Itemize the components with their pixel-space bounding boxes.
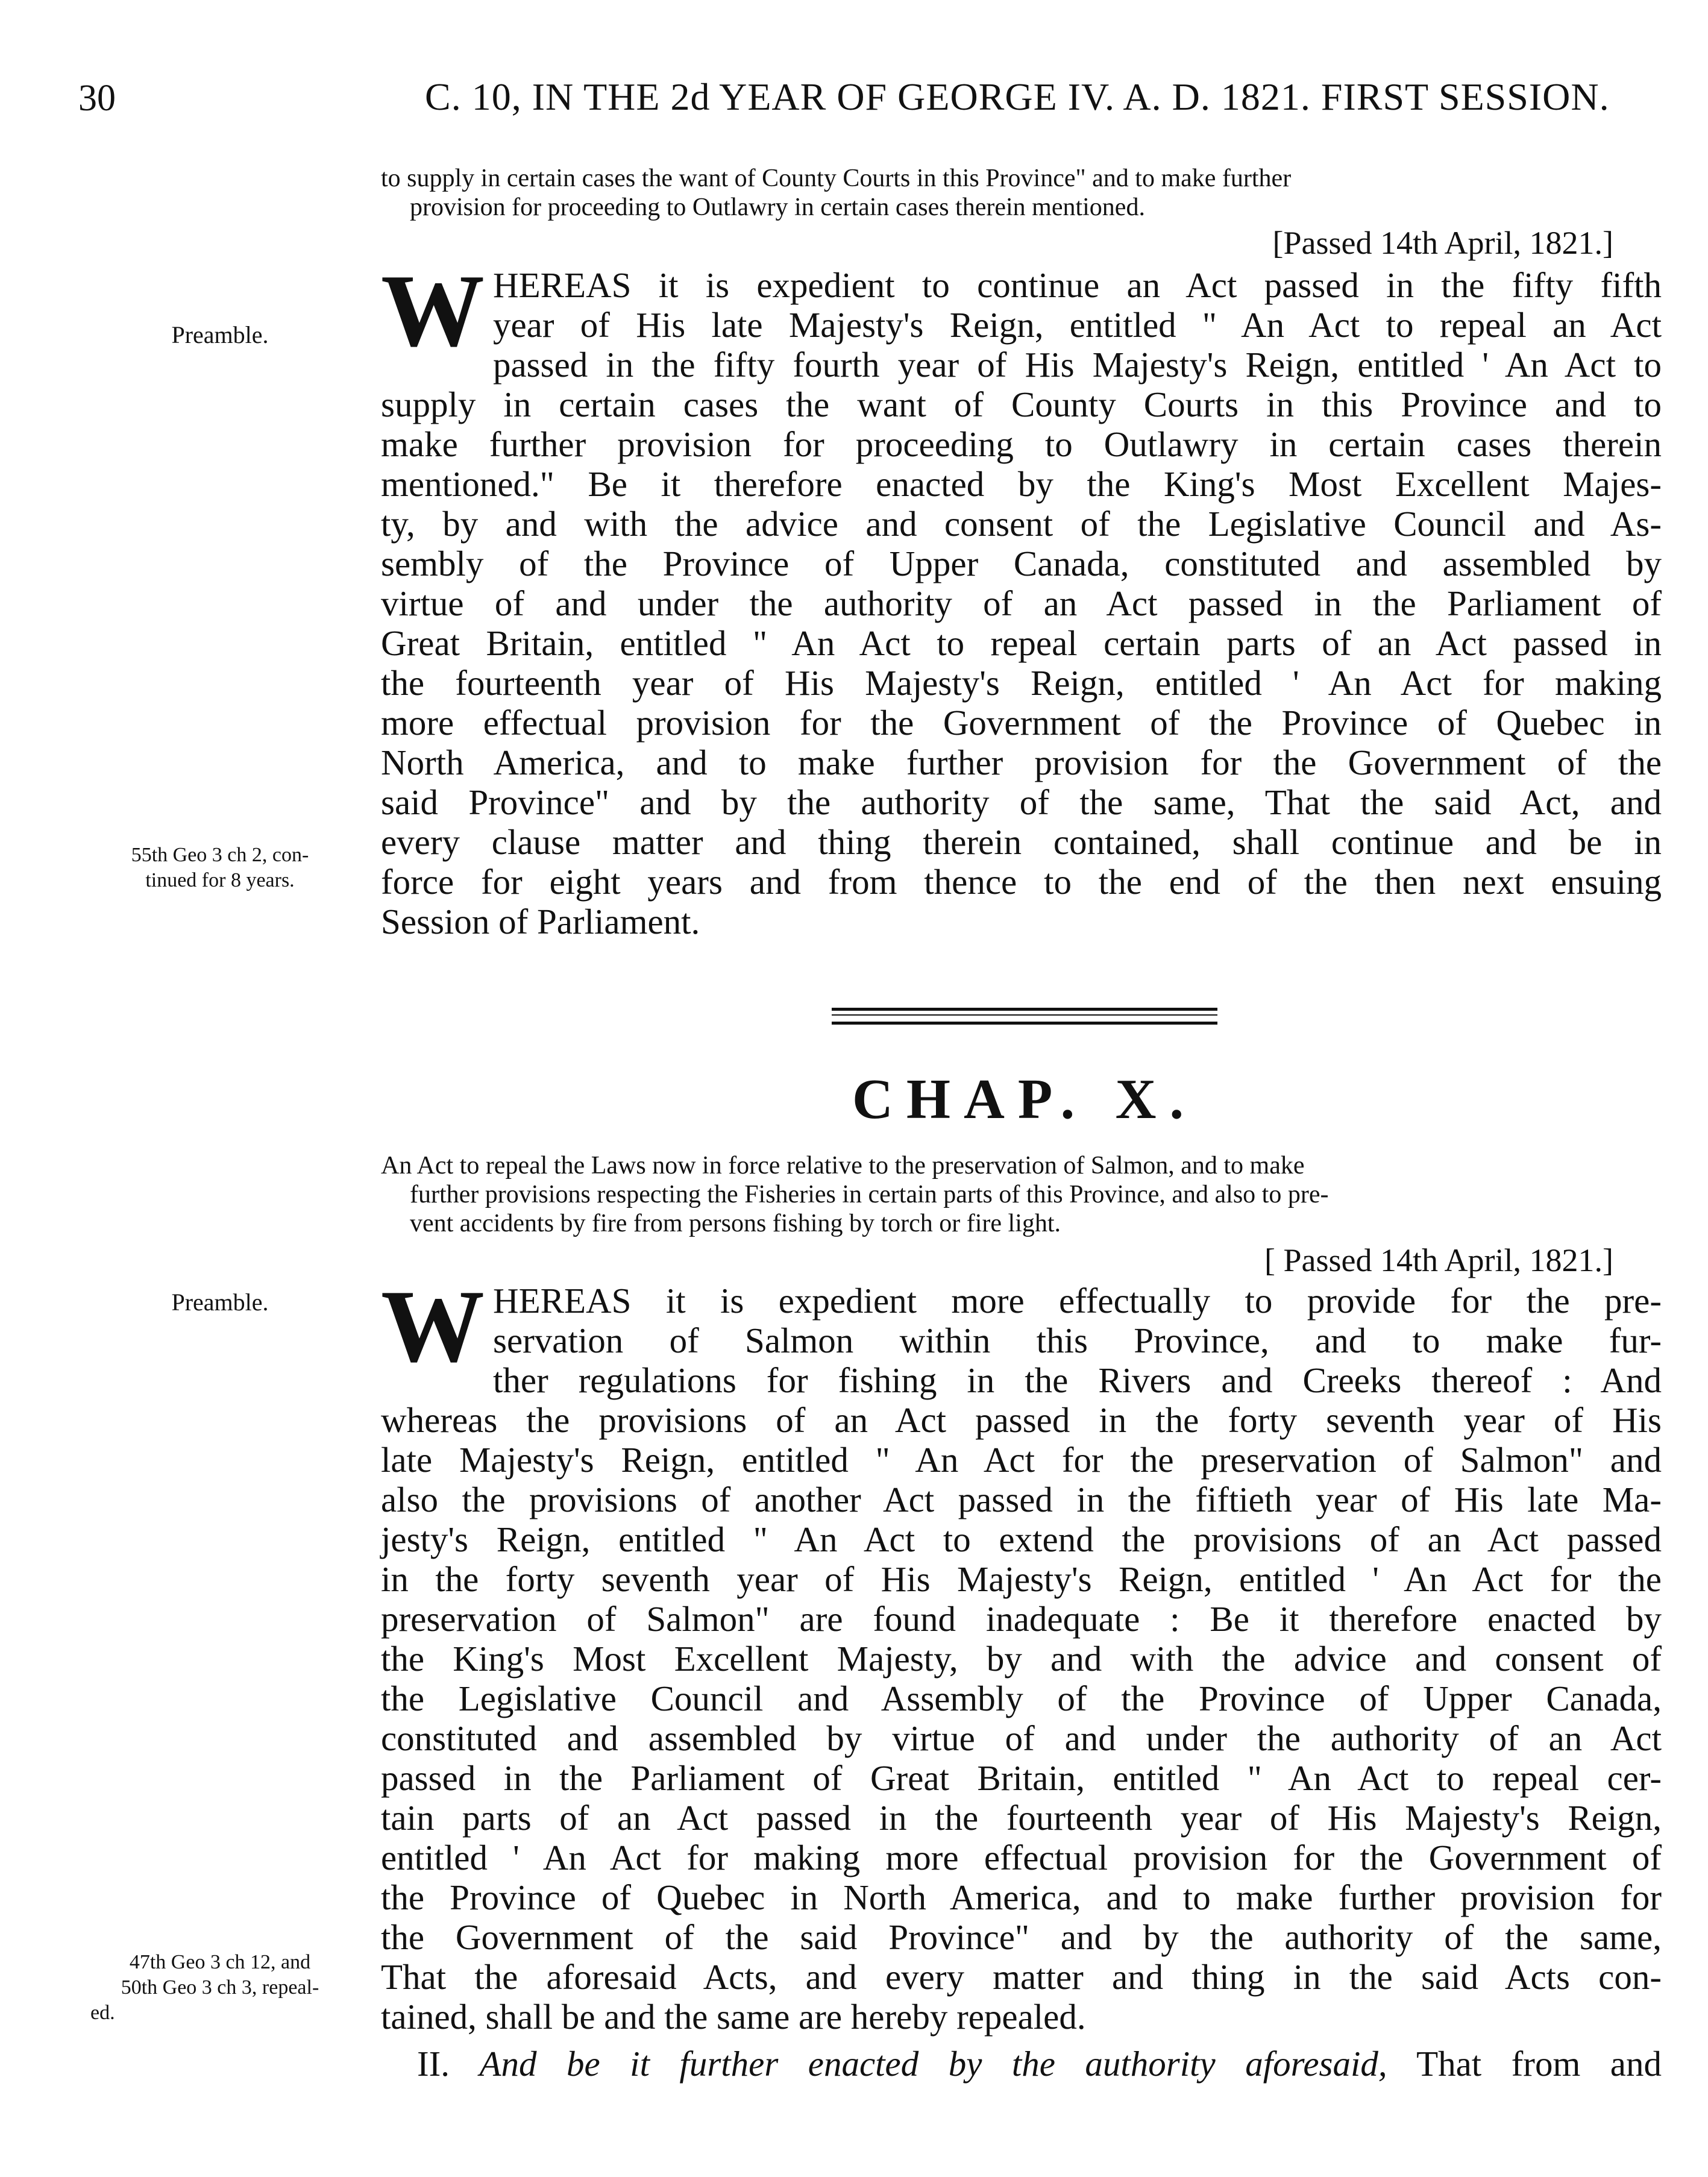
passed-date: [ Passed 14th April, 1821.]: [1264, 1242, 1613, 1278]
margin-note-line: 50th Geo 3 ch 3, repeal-: [121, 1976, 319, 1999]
text-line: Session of Parliament.: [381, 902, 700, 941]
margin-note-repeal: [84, 1950, 356, 2026]
text-line: passed in the fifty fourth year of His Majesty's Reign, entitled ' An Act to: [493, 345, 1662, 385]
title-line: An Act to repeal the Laws now in force relative to the preservation of Salmon, and to make: [381, 1152, 1305, 1180]
passed-date: [Passed 14th April, 1821.]: [1272, 225, 1613, 261]
margin-note-continuance: [84, 843, 356, 893]
running-header: [78, 71, 1651, 125]
title-line: further provisions respecting the Fisheries in certain parts of this Province, and also to pre-: [410, 1181, 1329, 1208]
text-line: Great Britain, entitled " An Act to repeal certain parts of an Act passed in: [381, 623, 1662, 663]
text-line: jesty's Reign, entitled " An Act to extend the provisions of an Act passed: [381, 1519, 1662, 1559]
title-line: vent accidents by fire from persons fishing by torch or fire light.: [410, 1210, 1061, 1237]
title-line: provision for proceeding to Outlawry in certain cases therein mentioned.: [410, 193, 1145, 221]
drop-cap: W: [381, 1269, 485, 1384]
text-line: force for eight years and from thence to the end of the then next ensuing: [381, 862, 1662, 902]
margin-note-line: tinued for 8 years.: [145, 869, 295, 891]
text-line: also the provisions of another Act passed in the fiftieth year of His late Ma-: [381, 1480, 1662, 1519]
chapter-heading: CHAP. X.: [852, 1068, 1198, 1131]
margin-note-line: 47th Geo 3 ch 12, and: [129, 1951, 311, 1973]
text-line: every clause matter and thing therein contained, shall continue and be in: [381, 822, 1662, 862]
text-line: sembly of the Province of Upper Canada, constituted and assembled by: [381, 544, 1662, 583]
section-divider: [832, 1008, 1217, 1025]
text-line: passed in the Parliament of Great Britain, entitled " An Act to repeal cer-: [381, 1758, 1662, 1798]
text-line: mentioned." Be it therefore enacted by the King's Most Excellent Majes-: [381, 464, 1662, 504]
section-italic-clause: And be it further enacted by the authority aforesaid,: [479, 2044, 1387, 2084]
text-line: the fourteenth year of His Majesty's Reign, entitled ' An Act for making: [381, 663, 1662, 703]
text-line: the Government of the said Province" and by the authority of the same,: [381, 1917, 1662, 1957]
text-line: the King's Most Excellent Majesty, by and with the advice and consent of: [381, 1639, 1662, 1679]
text-line: North America, and to make further provision for the Government of the: [381, 743, 1662, 782]
drop-cap: W: [381, 254, 485, 368]
section-two: [381, 2044, 1662, 2084]
running-title: C. 10, IN THE 2d YEAR OF GEORGE IV. A. D. 1821. FIRST SESSION.: [425, 75, 1610, 118]
chapter-body: [381, 1269, 1662, 2037]
margin-note-line: 55th Geo 3 ch 2, con-: [131, 844, 309, 866]
text-line: entitled ' An Act for making more effectual provision for the Government of: [381, 1838, 1662, 1877]
text-line: virtue of and under the authority of an Act passed in the Parliament of: [381, 583, 1662, 623]
text-line: late Majesty's Reign, entitled " An Act for the preservation of Salmon" and: [381, 1440, 1662, 1480]
text-line: supply in certain cases the want of County Courts in this Province and to: [381, 385, 1662, 424]
text-line: make further provision for proceeding to Outlawry in certain cases therein: [381, 424, 1662, 464]
text-line: in the forty seventh year of His Majesty's Reign, entitled ' An Act for the: [381, 1559, 1662, 1599]
text-line: the Legislative Council and Assembly of the Province of Upper Canada,: [381, 1679, 1662, 1718]
text-line: HEREAS it is expedient to continue an Act passed in the fifty fifth: [493, 265, 1662, 305]
text-line: tained, shall be and the same are hereby repealed.: [381, 1997, 1086, 2037]
chapter-title: [381, 1151, 1662, 1279]
section-line: [381, 2044, 1662, 2084]
text-line: HEREAS it is expedient more effectually to provide for the pre-: [493, 1281, 1662, 1321]
title-line: to supply in certain cases the want of County Courts in this Province" and to make further: [381, 165, 1292, 192]
top-act-title: [381, 164, 1662, 262]
text-line: constituted and assembled by virtue of and under the authority of an Act: [381, 1718, 1662, 1758]
text-line: preservation of Salmon" are found inadequate : Be it therefore enacted by: [381, 1599, 1662, 1639]
text-line: ther regulations for fishing in the Rivers and Creeks thereof : And: [493, 1360, 1662, 1400]
text-line: said Province" and by the authority of the same, That the said Act, and: [381, 782, 1662, 822]
text-line: the Province of Quebec in North America, and to make further provision for: [381, 1877, 1662, 1917]
page-number: 30: [78, 78, 116, 119]
text-line: more effectual provision for the Government of the Province of Quebec in: [381, 703, 1662, 743]
margin-note-line: ed.: [90, 2002, 115, 2024]
margin-preamble: Preamble.: [171, 1289, 269, 1316]
text-line: whereas the provisions of an Act passed in the forty seventh year of His: [381, 1400, 1662, 1440]
section-number: II.: [417, 2044, 450, 2084]
text-line: servation of Salmon within this Province, and to make fur-: [493, 1321, 1662, 1360]
text-line: ty, by and with the advice and consent of the Legislative Council and As-: [381, 504, 1662, 544]
text-line: year of His late Majesty's Reign, entitled " An Act to repeal an Act: [493, 305, 1662, 345]
text-line: That the aforesaid Acts, and every matter and thing in the said Acts con-: [381, 1957, 1662, 1997]
margin-preamble: Preamble.: [171, 321, 269, 348]
section-text: That from and: [1416, 2044, 1662, 2084]
text-line: tain parts of an Act passed in the fourteenth year of His Majesty's Reign,: [381, 1798, 1662, 1838]
top-act-body: [381, 254, 1662, 941]
